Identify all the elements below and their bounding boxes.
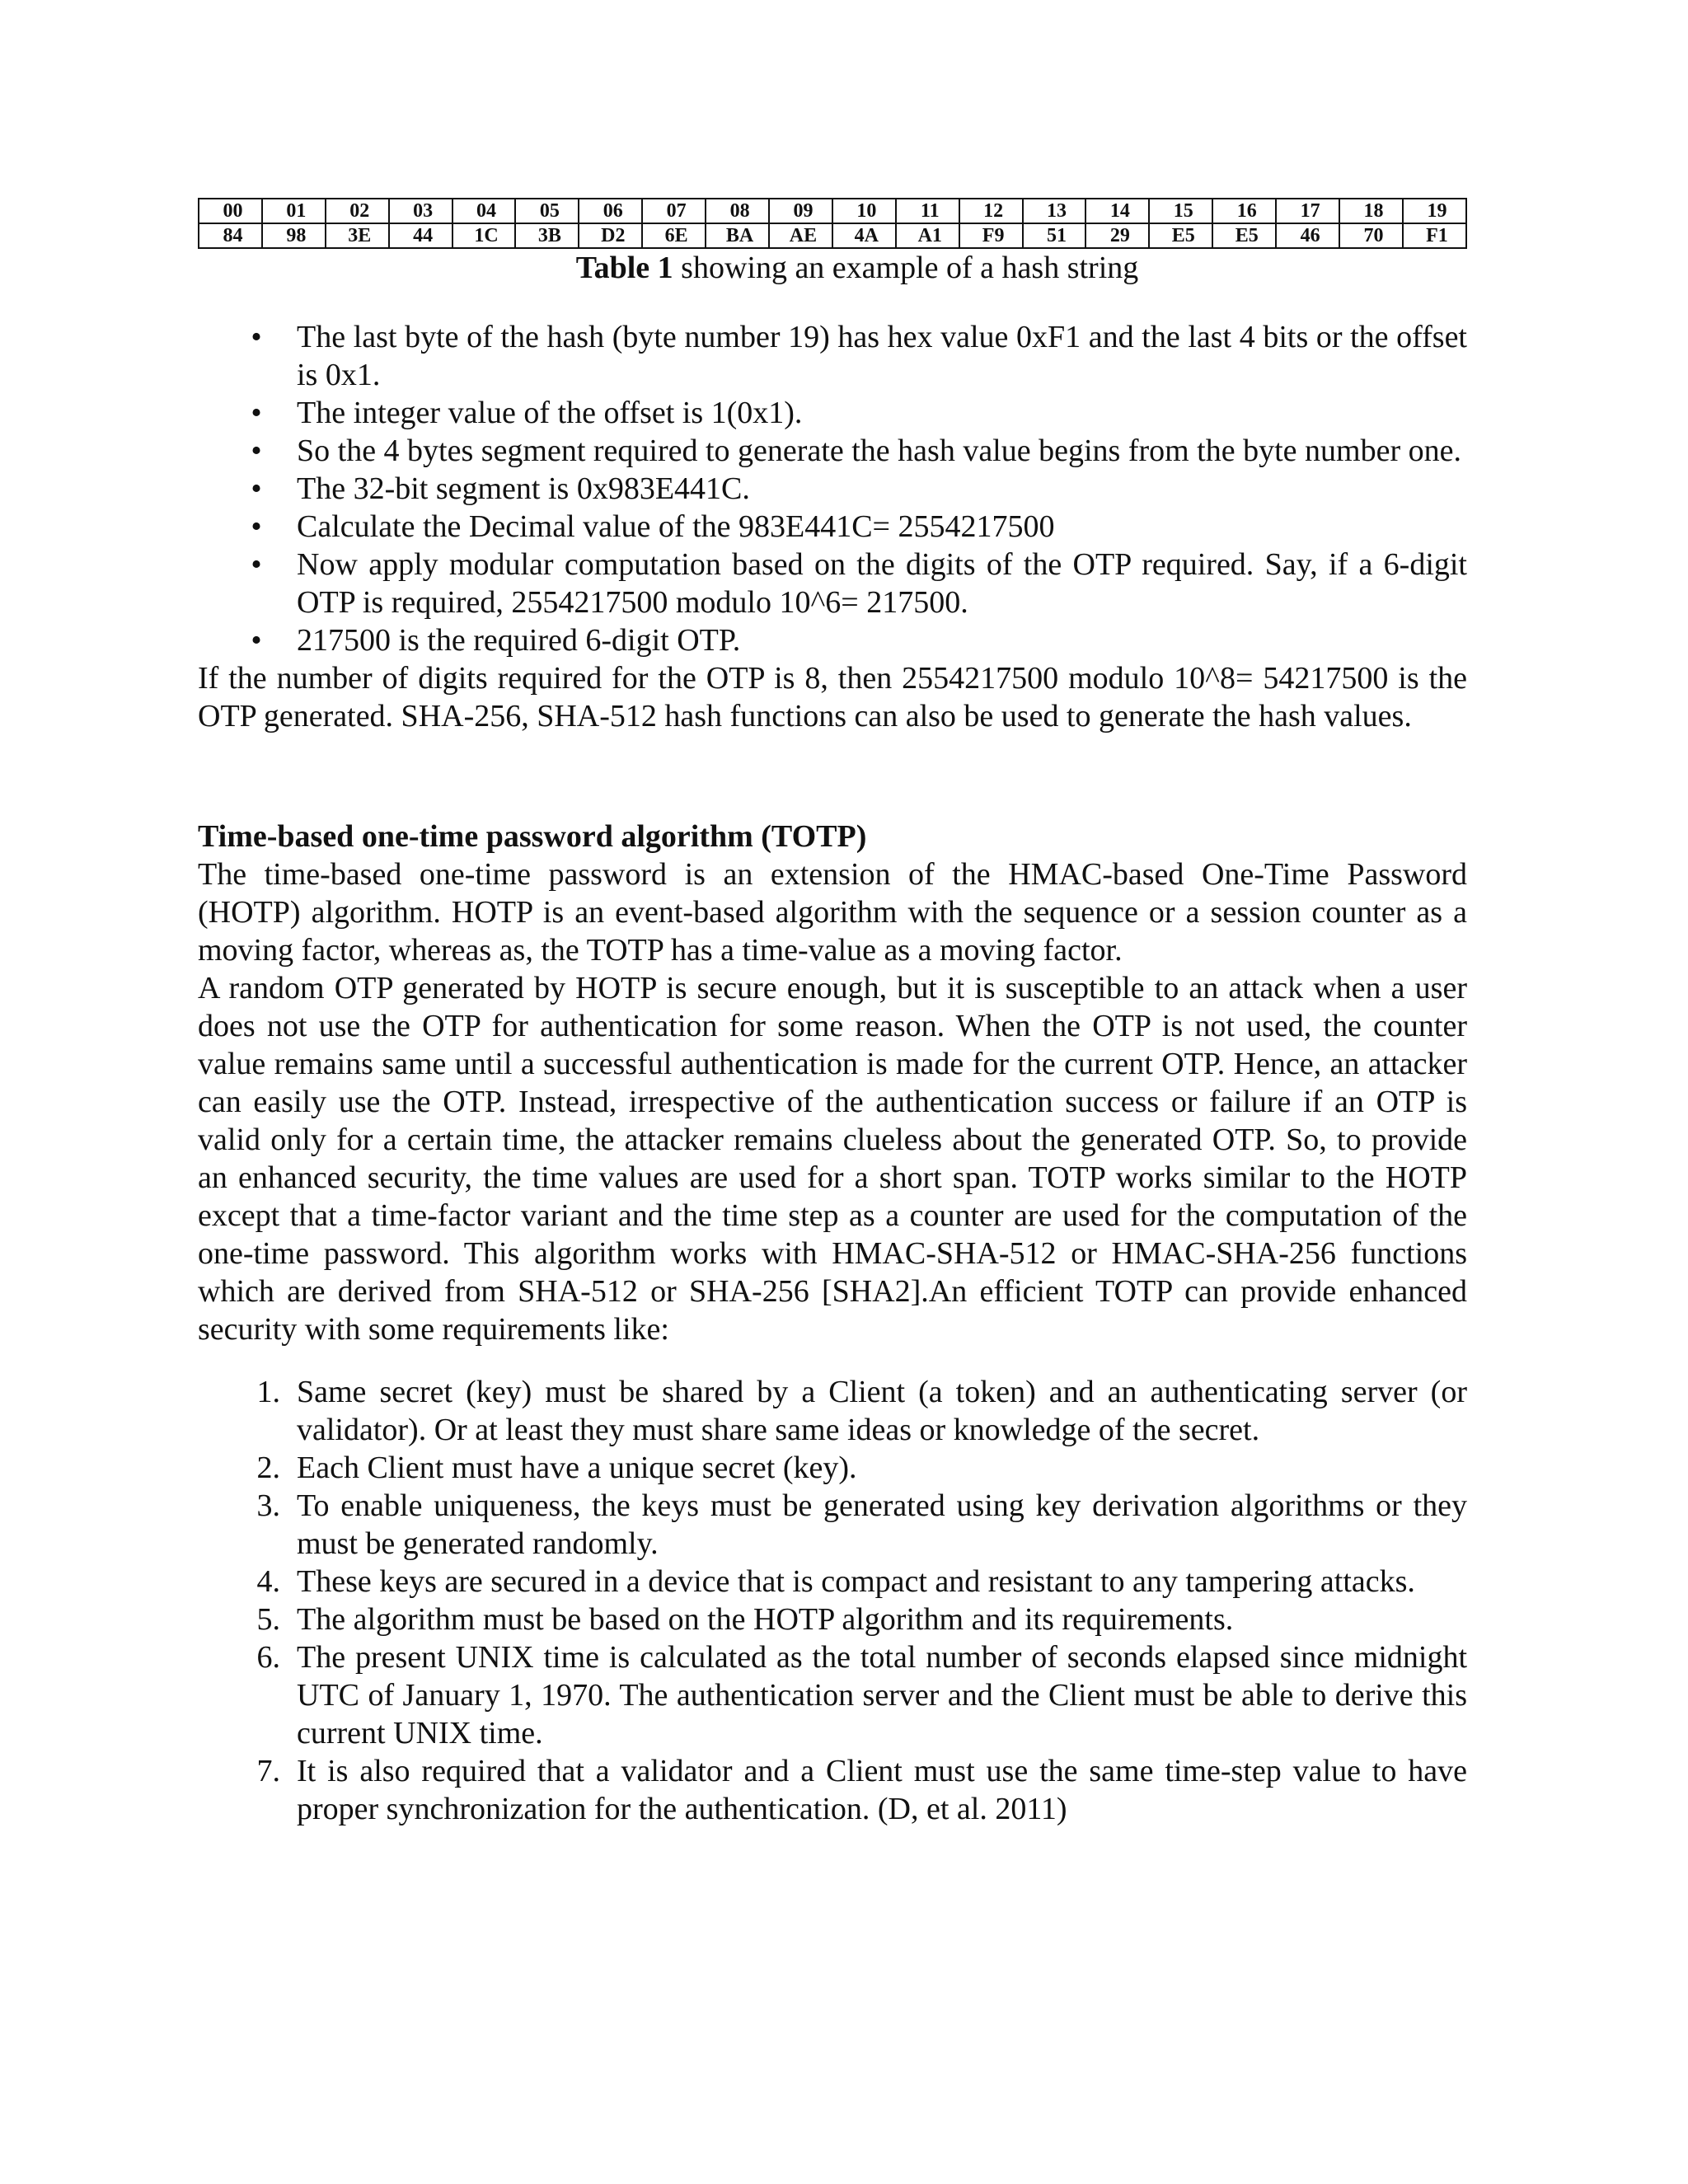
requirement-text: It is also required that a validator and a Client must use the same time-step value to have proper synchronization for the authentication. (D, et al. 2011) xyxy=(297,1754,1467,1826)
requirement-number: 1. xyxy=(256,1375,280,1409)
table-caption-label: Table 1 xyxy=(575,251,673,285)
requirement-number: 5. xyxy=(256,1602,280,1637)
byte-index-cell: 19 xyxy=(1403,199,1466,223)
byte-index-cell: 16 xyxy=(1212,199,1276,223)
requirement-number: 2. xyxy=(256,1451,280,1485)
requirement-number: 7. xyxy=(256,1754,280,1788)
byte-value-row xyxy=(199,223,1466,248)
requirement-item xyxy=(198,1601,1467,1638)
requirement-text: The present UNIX time is calculated as the total number of seconds elapsed since midnight UTC of January 1, 1970. The authentication server and the Client must be able to derive this current UNIX time. xyxy=(297,1640,1467,1750)
bullet-icon: • xyxy=(251,396,262,430)
requirement-item xyxy=(198,1563,1467,1601)
requirement-item xyxy=(198,1449,1467,1487)
byte-value-cell: F9 xyxy=(959,223,1023,248)
table-caption-text: showing an example of a hash string xyxy=(673,251,1139,285)
bullet-text: So the 4 bytes segment required to generate the hash value begins from the byte number one. xyxy=(297,434,1461,468)
bullet-item xyxy=(198,318,1467,394)
byte-value-cell: 44 xyxy=(389,223,452,248)
byte-value-cell: 6E xyxy=(642,223,706,248)
requirements-list xyxy=(198,1373,1467,1828)
byte-value-cell: 98 xyxy=(262,223,326,248)
byte-index-cell: 11 xyxy=(896,199,959,223)
bullet-list xyxy=(198,318,1467,659)
requirement-item xyxy=(198,1487,1467,1563)
bullet-text: Now apply modular computation based on the digits of the OTP required. Say, if a 6-digit OTP is required, 2554217500 modulo 10^6= 217500. xyxy=(297,547,1467,620)
bullet-icon: • xyxy=(251,471,262,506)
document-page xyxy=(198,198,1467,1828)
hash-table xyxy=(198,198,1467,249)
byte-value-cell: 51 xyxy=(1023,223,1086,248)
byte-value-cell: AE xyxy=(769,223,832,248)
byte-index-cell: 09 xyxy=(769,199,832,223)
byte-value-cell: A1 xyxy=(896,223,959,248)
requirement-text: These keys are secured in a device that is compact and resistant to any tampering attacks. xyxy=(297,1564,1415,1599)
byte-index-cell: 12 xyxy=(959,199,1023,223)
byte-value-cell: 3B xyxy=(515,223,579,248)
requirement-item xyxy=(198,1752,1467,1828)
bullet-icon: • xyxy=(251,547,262,582)
byte-value-cell: D2 xyxy=(579,223,642,248)
bullet-text: The 32-bit segment is 0x983E441C. xyxy=(297,471,750,506)
requirement-item xyxy=(198,1373,1467,1449)
byte-value-cell: 84 xyxy=(199,223,262,248)
byte-index-cell: 05 xyxy=(515,199,579,223)
totp-security-paragraph: A random OTP generated by HOTP is secure enough, but it is susceptible to an attack when a user does not use the OTP for authentication for some reason. When the OTP is not used, the counter value remains same until a successful authentication is made for the current OTP. Hence, an attacker can easily use the OTP. Instead, irrespective of the authentication success or failure if an OTP is valid only for a certain time, the attacker remains clueless about the generated OTP. So, to provide an enhanced security, the time values are used for a short span. TOTP works similar to the HOTP except that a time-factor variant and the time step as a counter are used for the computation of the one-time password. This algorithm works with HMAC-SHA-512 or HMAC-SHA-256 functions which are derived from SHA-512 or SHA-256 [SHA2].An efficient TOTP can provide enhanced security with some requirements like: xyxy=(198,971,1467,1347)
byte-value-cell: 3E xyxy=(326,223,389,248)
byte-index-cell: 10 xyxy=(832,199,896,223)
byte-value-cell: E5 xyxy=(1149,223,1212,248)
bullet-item xyxy=(198,546,1467,621)
bullet-item xyxy=(198,394,1467,432)
requirement-text: Each Client must have a unique secret (key). xyxy=(297,1451,857,1485)
requirement-item xyxy=(198,1638,1467,1752)
byte-index-cell: 07 xyxy=(642,199,706,223)
bullet-icon: • xyxy=(251,509,262,544)
byte-index-row xyxy=(199,199,1466,223)
byte-index-cell: 02 xyxy=(326,199,389,223)
bullet-icon: • xyxy=(251,320,262,354)
byte-value-cell: E5 xyxy=(1212,223,1276,248)
byte-index-cell: 15 xyxy=(1149,199,1212,223)
byte-index-cell: 06 xyxy=(579,199,642,223)
byte-index-cell: 14 xyxy=(1085,199,1149,223)
requirement-number: 3. xyxy=(256,1488,280,1523)
bullet-text: Calculate the Decimal value of the 983E441C= 2554217500 xyxy=(297,509,1055,544)
byte-value-cell: 70 xyxy=(1339,223,1403,248)
bullet-item xyxy=(198,621,1467,659)
otp-digits-paragraph: If the number of digits required for the OTP is 8, then 2554217500 modulo 10^8= 54217500 is the OTP generated. SHA-256, SHA-512 hash functions can also be used to generate the hash values. xyxy=(198,661,1467,733)
byte-index-cell: 01 xyxy=(262,199,326,223)
byte-index-cell: 13 xyxy=(1023,199,1086,223)
bullet-text: The integer value of the offset is 1(0x1). xyxy=(297,396,803,430)
byte-index-cell: 18 xyxy=(1339,199,1403,223)
byte-index-cell: 00 xyxy=(199,199,262,223)
table-caption xyxy=(247,249,1467,287)
bullet-text: The last byte of the hash (byte number 19) has hex value 0xF1 and the last 4 bits or the offset is 0x1. xyxy=(297,320,1467,392)
bullet-icon: • xyxy=(251,434,262,468)
requirement-text: Same secret (key) must be shared by a Client (a token) and an authenticating server (or validator). Or at least they must share same ideas or knowledge of the secret. xyxy=(297,1375,1467,1447)
byte-index-cell: 04 xyxy=(452,199,516,223)
bullet-item xyxy=(198,432,1467,470)
byte-index-cell: 17 xyxy=(1276,199,1339,223)
bullet-item xyxy=(198,508,1467,546)
byte-value-cell: 1C xyxy=(452,223,516,248)
section-heading: Time-based one-time password algorithm (TOTP) xyxy=(198,819,867,854)
requirement-text: To enable uniqueness, the keys must be generated using key derivation algorithms or they must be generated randomly. xyxy=(297,1488,1467,1561)
byte-index-cell: 03 xyxy=(389,199,452,223)
requirement-number: 6. xyxy=(256,1640,280,1675)
byte-value-cell: F1 xyxy=(1403,223,1466,248)
bullet-item xyxy=(198,470,1467,508)
byte-value-cell: 4A xyxy=(832,223,896,248)
byte-index-cell: 08 xyxy=(706,199,769,223)
requirement-text: The algorithm must be based on the HOTP algorithm and its requirements. xyxy=(297,1602,1234,1637)
bullet-icon: • xyxy=(251,623,262,658)
totp-intro-paragraph: The time-based one-time password is an extension of the HMAC-based One-Time Password (HOTP) algorithm. HOTP is an event-based algorithm with the sequence or a session counter as a moving factor, whereas as, the TOTP has a time-value as a moving factor. xyxy=(198,857,1467,968)
byte-value-cell: BA xyxy=(706,223,769,248)
byte-value-cell: 46 xyxy=(1276,223,1339,248)
byte-value-cell: 29 xyxy=(1085,223,1149,248)
requirement-number: 4. xyxy=(256,1564,280,1599)
bullet-text: 217500 is the required 6-digit OTP. xyxy=(297,623,741,658)
